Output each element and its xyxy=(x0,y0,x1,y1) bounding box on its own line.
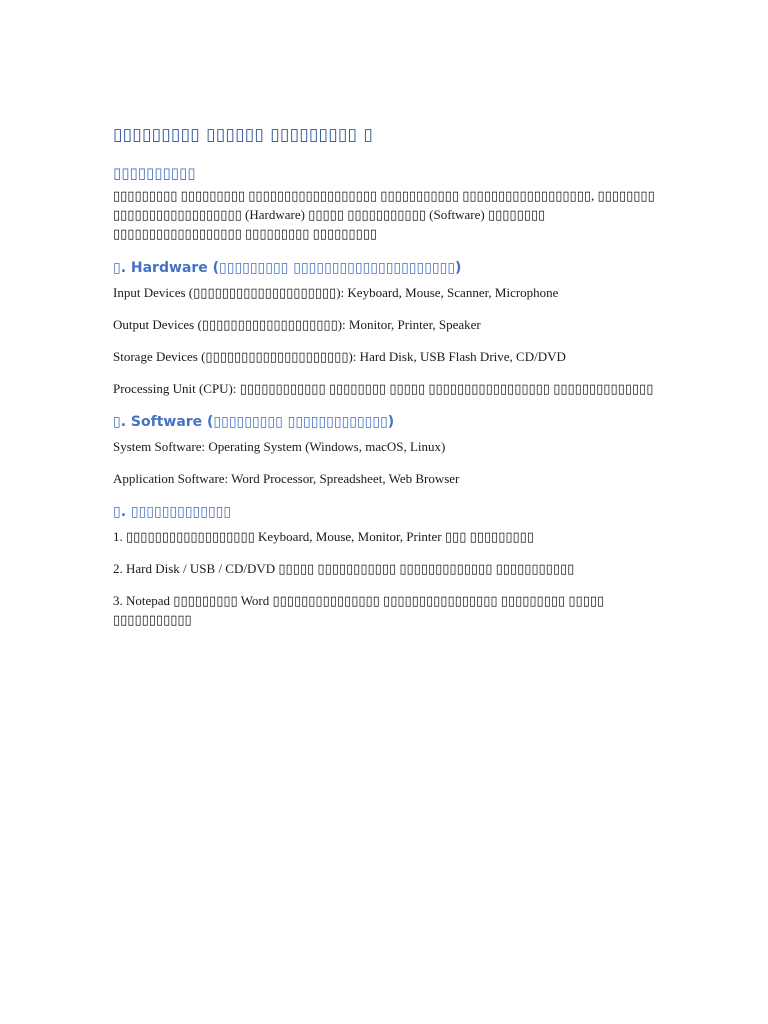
intro-heading: ▯▯▯▯▯▯▯▯▯▯ xyxy=(113,164,196,182)
activity-item-1: 1. ▯▯▯▯▯▯▯▯▯▯▯▯▯▯▯▯▯▯ Keyboard, Mouse, Monitor, Printer ▯▯▯ ▯▯▯▯▯▯▯▯▯ xyxy=(113,529,534,544)
paragraph-application-software: Application Software: Word Processor, Spreadsheet, Web Browser xyxy=(113,471,460,486)
paragraph-storage-devices: Storage Devices (▯▯▯▯▯▯▯▯▯▯▯▯▯▯▯▯▯▯▯▯): Hard Disk, USB Flash Drive, CD/DVD xyxy=(113,349,566,364)
section-activities xyxy=(113,501,668,629)
document-title: ▯▯▯▯▯▯▯▯▯ ▯▯▯▯▯▯ ▯▯▯▯▯▯▯▯▯ ▯ xyxy=(113,125,374,145)
section-heading-activities: ▯. ▯▯▯▯▯▯▯▯▯▯▯▯▯ xyxy=(113,504,232,520)
intro-paragraph: ▯▯▯▯▯▯▯▯▯ ▯▯▯▯▯▯▯▯▯ ▯▯▯▯▯▯▯▯▯▯▯▯▯▯▯▯▯▯ ▯▯▯▯▯▯▯▯▯▯▯ ▯▯▯▯▯▯▯▯▯▯▯▯▯▯▯▯▯▯, ▯▯▯▯▯▯▯▯ ▯▯▯▯▯▯▯▯▯▯▯▯▯▯▯▯▯▯ (Hardware) ▯▯▯▯▯ ▯▯▯▯▯▯▯▯▯▯▯ (Software) ▯▯▯▯▯▯▯▯ ▯▯▯▯▯▯▯▯▯▯▯▯▯▯▯▯▯▯ ▯▯▯▯▯▯▯▯▯ ▯▯▯▯▯▯▯▯▯ xyxy=(113,188,655,241)
activity-item-3: 3. Notepad ▯▯▯▯▯▯▯▯▯ Word ▯▯▯▯▯▯▯▯▯▯▯▯▯▯▯ ▯▯▯▯▯▯▯▯▯▯▯▯▯▯▯▯ ▯▯▯▯▯▯▯▯▯ ▯▯▯▯▯ ▯▯▯▯▯▯▯▯▯▯▯ xyxy=(113,593,605,627)
paragraph-system-software: System Software: Operating System (Windows, macOS, Linux) xyxy=(113,439,446,454)
paragraph-output-devices: Output Devices (▯▯▯▯▯▯▯▯▯▯▯▯▯▯▯▯▯▯▯): Monitor, Printer, Speaker xyxy=(113,317,481,332)
section-heading-hardware: ▯. Hardware (▯▯▯▯▯▯▯▯▯ ▯▯▯▯▯▯▯▯▯▯▯▯▯▯▯▯▯▯▯▯▯) xyxy=(113,260,462,276)
paragraph-processing-unit: Processing Unit (CPU): ▯▯▯▯▯▯▯▯▯▯▯▯ ▯▯▯▯▯▯▯▯ ▯▯▯▯▯ ▯▯▯▯▯▯▯▯▯▯▯▯▯▯▯▯▯ ▯▯▯▯▯▯▯▯▯▯▯▯▯▯ xyxy=(113,381,654,396)
section-heading-software: ▯. Software (▯▯▯▯▯▯▯▯▯ ▯▯▯▯▯▯▯▯▯▯▯▯▯) xyxy=(113,414,395,430)
section-software xyxy=(113,411,668,488)
activity-item-2: 2. Hard Disk / USB / CD/DVD ▯▯▯▯▯ ▯▯▯▯▯▯▯▯▯▯▯ ▯▯▯▯▯▯▯▯▯▯▯▯▯ ▯▯▯▯▯▯▯▯▯▯▯ xyxy=(113,561,575,576)
section-hardware xyxy=(113,257,668,398)
paragraph-input-devices: Input Devices (▯▯▯▯▯▯▯▯▯▯▯▯▯▯▯▯▯▯▯▯): Keyboard, Mouse, Scanner, Microphone xyxy=(113,285,559,300)
